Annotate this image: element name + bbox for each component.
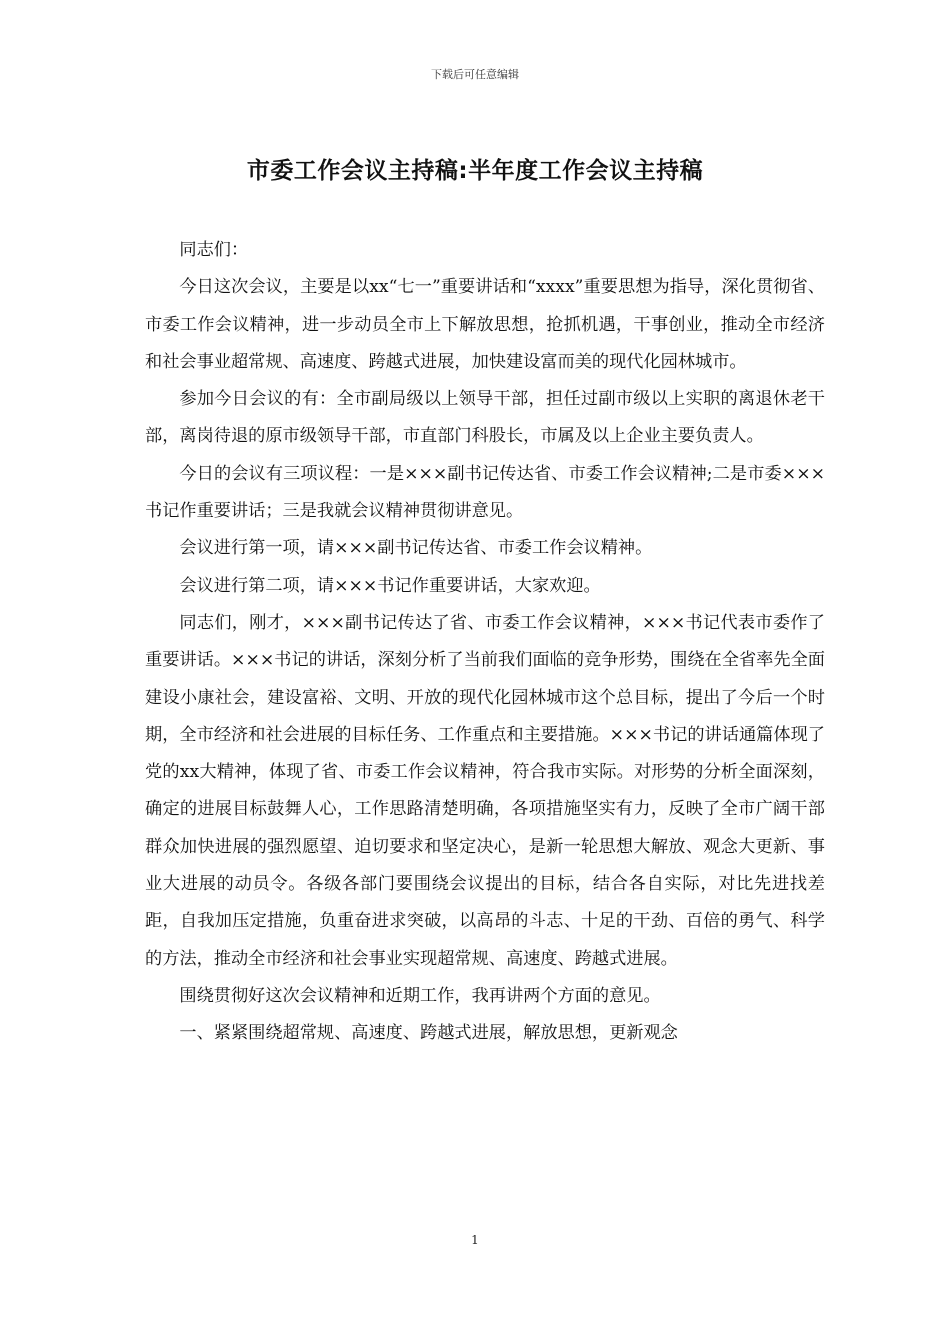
paragraph: 会议进行第二项，请×××书记作重要讲话，大家欢迎。 (179, 575, 601, 596)
page-header: 下载后可任意编辑 (431, 68, 519, 81)
paragraph: 参加今日会议的有：全市副局级以上领导干部，担任过副市级以上实职的离退休老干部，离岗待退的原市级领导干部，市直部门科股长，市属及以上企业主要负责人。 (145, 389, 825, 447)
document-title: 市委工作会议主持稿:半年度工作会议主持稿 (246, 158, 704, 184)
document-body (145, 232, 825, 1053)
paragraph-salutation: 同志们： (179, 240, 249, 260)
paragraph: 今日这次会议，主要是以xx“七一”重要讲话和“xxxx”重要思想为指导，深化贯彻省、市委工作会议精神，进一步动员全市上下解放思想，抢抓机遇，干事创业，推动全市经济和社会事业超常规、高速度、跨越式进展，加快建设富而美的现代化园林城市。 (145, 277, 825, 372)
page-number: 1 (471, 1233, 479, 1247)
paragraph: 今日的会议有三项议程：一是×××副书记传达省、市委工作会议精神;二是市委×××书记作重要讲话；三是我就会议精神贯彻讲意见。 (145, 463, 825, 522)
paragraph: 围绕贯彻好这次会议精神和近期工作，我再讲两个方面的意见。 (179, 985, 661, 1006)
paragraph: 会议进行第一项，请×××副书记传达省、市委工作会议精神。 (179, 538, 653, 559)
section-heading: 一、紧紧围绕超常规、高速度、跨越式进展，解放思想，更新观念 (179, 1023, 678, 1044)
paragraph: 同志们，刚才，×××副书记传达了省、市委工作会议精神，×××书记代表市委作了重要讲话。×××书记的讲话，深刻分析了当前我们面临的竞争形势，围绕在全省率先全面建设小康社会，建设富裕、文明、开放的现代化园林城市这个总目标，提出了今后一个时期，全市经济和社会进展的目标任务、工作重点和主要措施。×××书记的讲话通篇体现了党的xx大精神，体现了省、市委工作会议精神，符合我市实际。对形势的分析全面深刻，确定的进展目标鼓舞人心，工作思路清楚明确，各项措施坚实有力，反映了全市广阔干部群众加快进展的强烈愿望、迫切要求和坚定决心，是新一轮思想大解放、观念大更新、事业大进展的动员令。各级各部门要围绕会议提出的目标，结合各自实际，对比先进找差距，自我加压定措施，负重奋进求突破，以高昂的斗志、十足的干劲、百倍的勇气、科学的方法，推动全市经济和社会事业实现超常规、高速度、跨越式进展。 (145, 612, 825, 969)
